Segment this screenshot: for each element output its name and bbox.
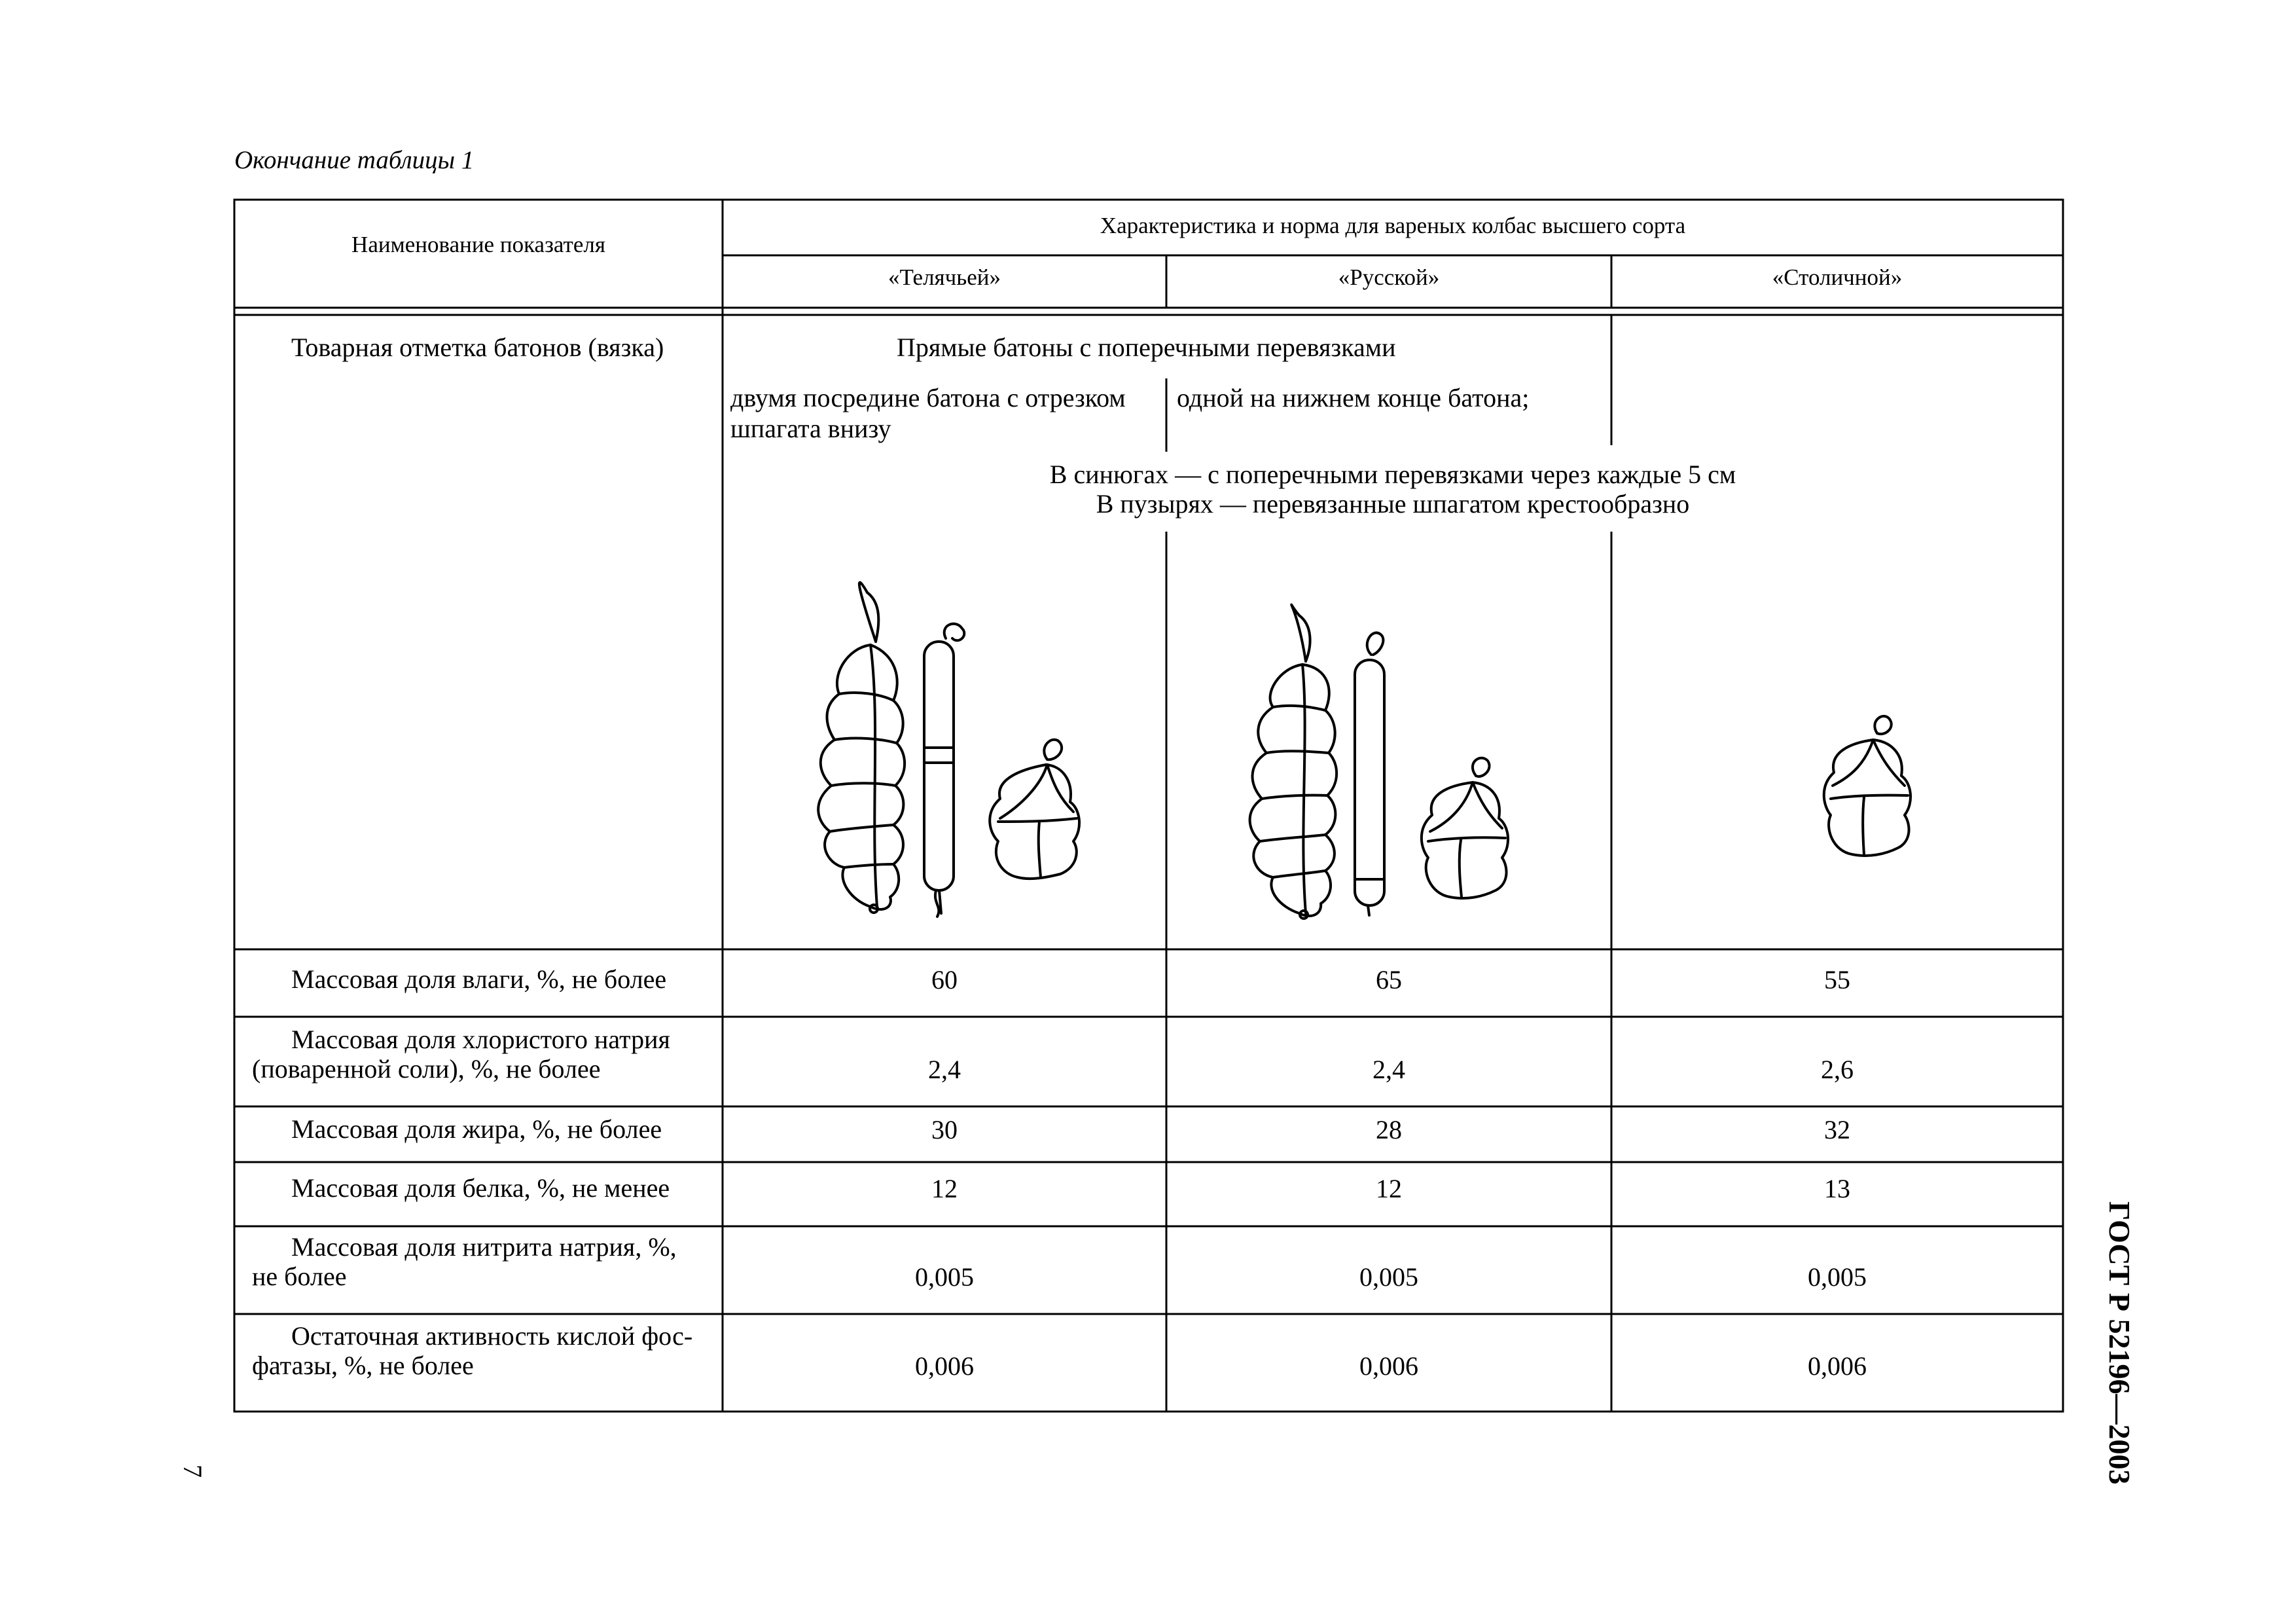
- marking-label: Товарная отметка батонов (вязка): [291, 333, 664, 362]
- stolich-bladder: [1824, 716, 1910, 856]
- row-salt-telyach: 2,4: [928, 1055, 961, 1084]
- header-col-telyach: «Телячьей»: [888, 264, 1001, 290]
- row-protein-stolich: 13: [1824, 1174, 1850, 1203]
- row-moisture-russk: 65: [1376, 965, 1402, 994]
- telyach-segmented-loaf: [818, 583, 905, 913]
- header-col-russk: «Русской»: [1338, 264, 1440, 290]
- header-group: Характеристика и норма для вареных колбас высшего сорта: [1100, 213, 1686, 238]
- marking-telyach-1: двумя посредине батона с отрезком: [730, 383, 1126, 412]
- row-fat-russk: 28: [1376, 1115, 1402, 1144]
- row-nitrite-label-2: не более: [252, 1262, 347, 1291]
- russk-straight-sausage: [1355, 632, 1384, 915]
- row-phosphatase-russk: 0,006: [1359, 1351, 1418, 1381]
- row-phosphatase-label-2: фатазы, %, не более: [252, 1351, 474, 1380]
- marking-russk: одной на нижнем конце батона;: [1177, 383, 1530, 412]
- row-protein-telyach: 12: [931, 1174, 958, 1203]
- row-moisture-stolich: 55: [1824, 965, 1850, 994]
- russk-bladder: [1422, 758, 1508, 898]
- row-fat-stolich: 32: [1824, 1115, 1850, 1144]
- russk-segmented-loaf: [1250, 605, 1337, 919]
- row-nitrite-stolich: 0,005: [1808, 1262, 1867, 1292]
- row-phosphatase-stolich: 0,006: [1808, 1351, 1867, 1381]
- row-salt-label-2: (поваренной соли), %, не более: [252, 1054, 601, 1084]
- header-col-stolich: «Столичной»: [1772, 264, 1903, 290]
- row-protein-russk: 12: [1376, 1174, 1402, 1203]
- row-fat-telyach: 30: [931, 1115, 958, 1144]
- marking-straight: Прямые батоны с поперечными перевязками: [897, 333, 1396, 362]
- marking-puzyr: В пузырях — перевязанные шпагатом крестообразно: [1096, 489, 1690, 519]
- table-caption: Окончание таблицы 1: [234, 146, 475, 174]
- page-number: 7: [178, 1465, 207, 1478]
- row-moisture-telyach: 60: [931, 965, 958, 994]
- row-moisture-label: Массовая доля влаги, %, не более: [291, 964, 667, 994]
- row-phosphatase-label-1: Остаточная активность кислой фос-: [291, 1321, 693, 1351]
- row-phosphatase-telyach: 0,006: [915, 1351, 974, 1381]
- row-protein-label: Массовая доля белка, %, не менее: [291, 1173, 670, 1203]
- row-nitrite-label-1: Массовая доля нитрита натрия, %,: [291, 1232, 677, 1262]
- row-nitrite-russk: 0,005: [1359, 1262, 1418, 1292]
- row-salt-russk: 2,4: [1372, 1055, 1405, 1084]
- side-title: ГОСТ Р 52196—2003: [2103, 1201, 2136, 1485]
- row-salt-label-1: Массовая доля хлористого натрия: [291, 1025, 670, 1054]
- header-param-col: Наименование показателя: [351, 232, 605, 257]
- row-nitrite-telyach: 0,005: [915, 1262, 974, 1292]
- marking-telyach-2: шпагата внизу: [730, 414, 891, 443]
- row-fat-label: Массовая доля жира, %, не более: [291, 1114, 662, 1144]
- marking-sinyug: В синюгах — с поперечными перевязками через каждые 5 см: [1049, 460, 1736, 489]
- telyach-bladder: [990, 740, 1079, 879]
- row-salt-stolich: 2,6: [1821, 1055, 1854, 1084]
- telyach-straight-sausage: [924, 624, 964, 917]
